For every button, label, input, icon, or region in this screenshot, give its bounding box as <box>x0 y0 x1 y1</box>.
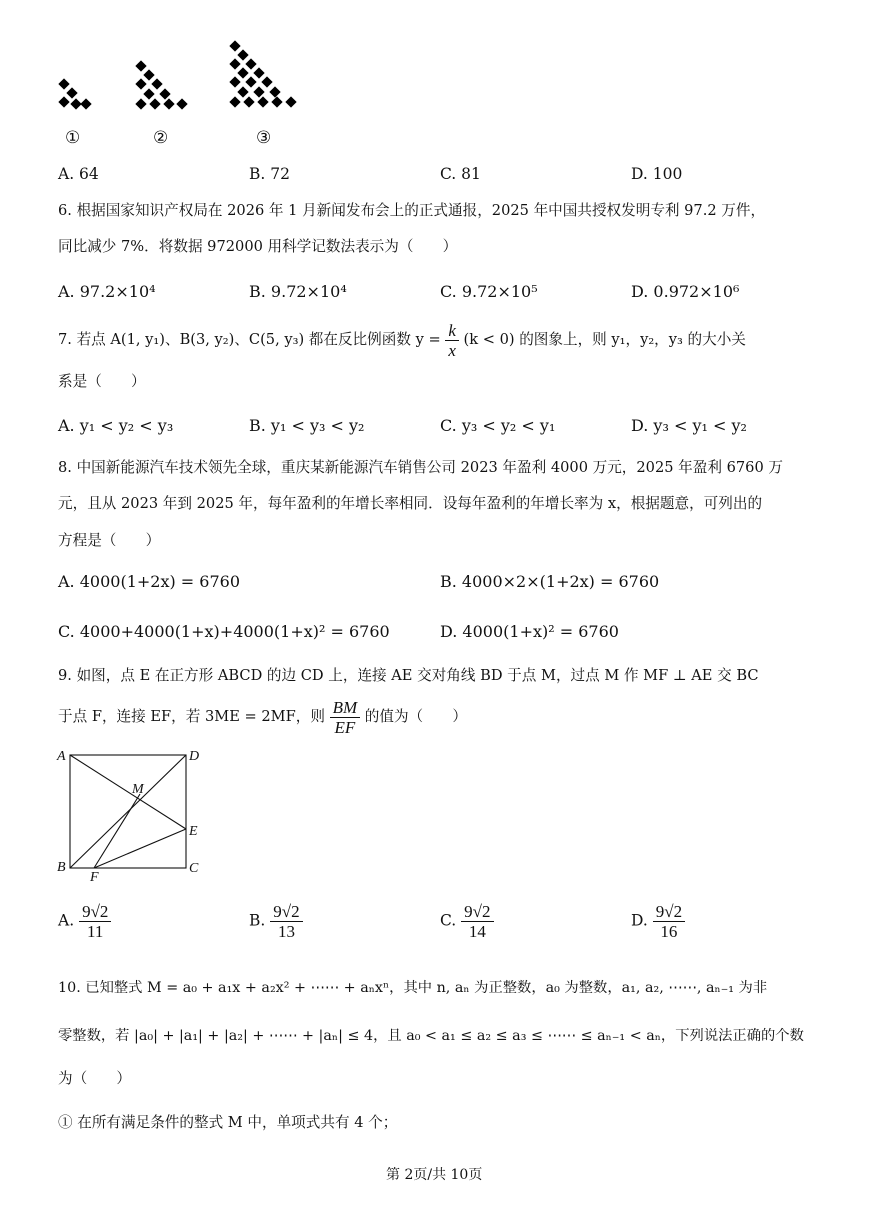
figure-label-1: ① <box>65 128 81 148</box>
page-number: 第 2页/共 10页 <box>386 1167 483 1183</box>
q5-option-c: C. 81 <box>440 165 481 183</box>
pattern-figure-3 <box>228 40 310 120</box>
q9-option-c-num: 9√2 <box>461 902 493 922</box>
q8-option-b: B. 4000×2×(1+2x) = 6760 <box>440 572 660 591</box>
q9-option-b-letter: B. <box>249 911 266 930</box>
q7-line-1 <box>58 320 746 360</box>
q9-line-1: 9. 如图，点 E 在正方形 ABCD 的边 CD 上，连接 AE 交对角线 BD 于点 M，过点 M 作 MF ⊥ AE 交 BC <box>58 667 759 684</box>
figure-label-2: ② <box>153 128 169 148</box>
q9-line-2-start: 于点 F，连接 EF，若 3ME = 2MF，则 <box>58 708 325 725</box>
q8-option-a: A. 4000(1+2x) = 6760 <box>58 572 241 591</box>
q6-option-a: A. 97.2×10⁴ <box>58 282 156 301</box>
q9-option-a-fraction <box>79 902 111 941</box>
q9-option-d-letter: D. <box>631 911 648 930</box>
q9-option-b-den: 13 <box>277 922 295 941</box>
pattern-figure-2 <box>134 60 194 120</box>
q9-option-d-fraction <box>653 902 685 941</box>
q6-line-1: 6. 根据国家知识产权局在 2026 年 1 月新闻发布会上的正式通报，2025 年中国共授权发明专利 97.2 万件， <box>58 202 766 219</box>
q7-option-d: D. y₃ < y₁ < y₂ <box>631 416 747 435</box>
q7-option-a: A. y₁ < y₂ < y₃ <box>58 416 174 435</box>
q9-fraction <box>330 698 361 737</box>
q9-option-c-letter: C. <box>440 911 457 930</box>
q5-option-d: D. 100 <box>631 165 683 183</box>
q10-item-1: ① 在所有满足条件的整式 M 中，单项式共有 4 个； <box>58 1114 398 1131</box>
q6-option-c: C. 9.72×10⁵ <box>440 282 538 301</box>
q9-fraction-denominator: EF <box>334 717 356 737</box>
q7-option-b: B. y₁ < y₃ < y₂ <box>249 416 365 435</box>
figure-label-3: ③ <box>256 128 272 148</box>
q10-line-2: 零整数，若 |a₀| + |a₁| + |a₂| + ⋯⋯ + |aₙ| ≤ 4，且 a₀ < a₁ ≤ a₂ ≤ a₃ ≤ ⋯⋯ ≤ aₙ₋₁ < aₙ，下列说法正确的个数 <box>58 1028 804 1044</box>
pattern-figure-1 <box>58 78 98 118</box>
point-label-e: E <box>189 824 198 839</box>
q9-option-a-letter: A. <box>58 911 75 930</box>
q9-option-d-num: 9√2 <box>653 902 685 922</box>
q9-option-c <box>440 902 494 941</box>
q9-option-b-fraction <box>270 902 302 941</box>
q9-option-c-fraction <box>461 902 493 941</box>
q6-option-b: B. 9.72×10⁴ <box>249 282 347 301</box>
q6-option-d: D. 0.972×10⁶ <box>631 282 740 301</box>
q7-fraction <box>445 321 459 360</box>
q8-option-c: C. 4000+4000(1+x)+4000(1+x)² = 6760 <box>58 622 390 641</box>
q8-line-1: 8. 中国新能源汽车技术领先全球，重庆某新能源汽车销售公司 2023 年盈利 4000 万元，2025 年盈利 6760 万 <box>58 459 783 476</box>
q8-line-3: 方程是（ ） <box>58 532 161 549</box>
point-label-a: A <box>57 749 66 764</box>
q7-line-1-start: 7. 若点 A(1, y₁)、B(3, y₂)、C(5, y₃) 都在反比例函数 y = <box>58 331 441 348</box>
q9-option-a-den: 11 <box>87 922 104 941</box>
q9-option-b <box>249 902 303 941</box>
q7-line-1-end: (k < 0) 的图象上，则 y₁，y₂，y₃ 的大小关 <box>463 331 746 348</box>
q7-line-2: 系是（ ） <box>58 373 146 390</box>
q7-fraction-denominator: x <box>448 340 456 360</box>
q9-option-a-num: 9√2 <box>79 902 111 922</box>
q9-line-2 <box>58 697 467 737</box>
q8-line-2: 元，且从 2023 年到 2025 年，每年盈利的年增长率相同．设每年盈利的年增长率为 x，根据题意，可列出的 <box>58 495 763 512</box>
point-label-b: B <box>57 860 66 875</box>
q6-line-2: 同比减少 7%．将数据 972000 用科学记数法表示为（ ） <box>58 238 458 255</box>
point-label-f: F <box>90 870 99 885</box>
point-label-c: C <box>189 861 199 876</box>
point-label-d: D <box>189 749 200 764</box>
q9-option-d-den: 16 <box>660 922 678 941</box>
q5-option-a: A. 64 <box>58 165 99 183</box>
q9-square-figure <box>54 745 214 889</box>
q9-option-b-num: 9√2 <box>270 902 302 922</box>
q7-option-c: C. y₃ < y₂ < y₁ <box>440 416 556 435</box>
q10-line-1: 10. 已知整式 M = a₀ + a₁x + a₂x² + ⋯⋯ + aₙxⁿ，其中 n, aₙ 为正整数，a₀ 为整数，a₁, a₂, ⋯⋯, aₙ₋₁ 为非 <box>58 980 768 996</box>
q9-line-2-end: 的值为（ ） <box>364 708 467 725</box>
q9-fraction-numerator: BM <box>330 698 361 718</box>
q9-option-d <box>631 902 685 941</box>
q8-option-d: D. 4000(1+x)² = 6760 <box>440 622 619 641</box>
point-label-m: M <box>132 782 144 797</box>
q5-option-b: B. 72 <box>249 165 290 183</box>
q9-option-a <box>58 902 111 941</box>
q7-fraction-numerator: k <box>445 321 459 341</box>
q9-option-c-den: 14 <box>468 922 486 941</box>
q10-line-3: 为（ ） <box>58 1070 131 1087</box>
